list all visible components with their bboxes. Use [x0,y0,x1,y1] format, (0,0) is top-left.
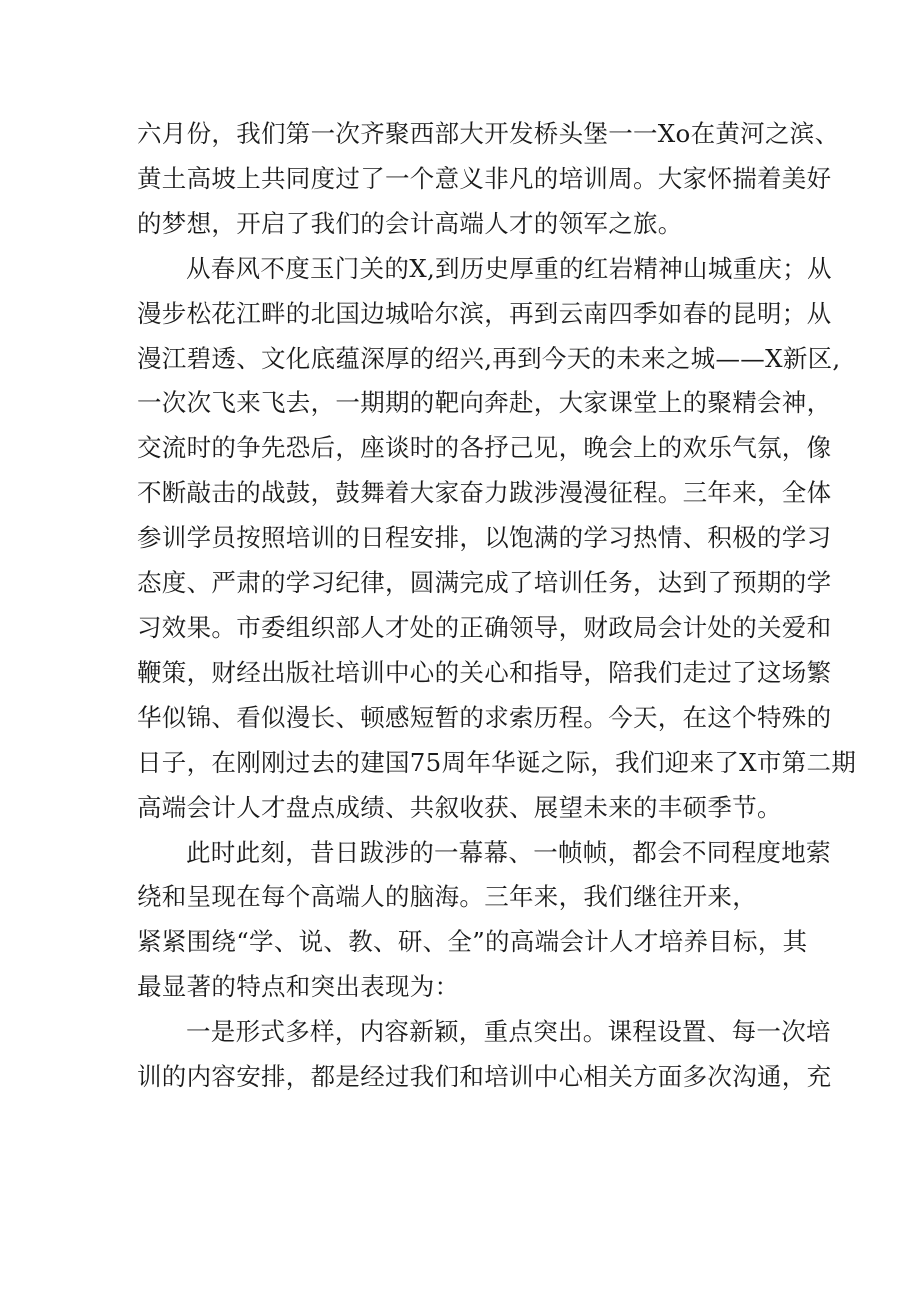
text-line: 训的内容安排，都是经过我们和培训中心相关方面多次沟通，充 [137,1062,832,1092]
text-line: 华似锦、看似漫长、顿感短暂的求索历程。今天，在这个特殊的 [137,702,832,732]
document-body [137,112,857,1100]
text-line: 紧紧围绕“学、说、教、研、全”的高端会计人才培养目标，其 [137,927,808,957]
text-line: 一是形式多样，内容新颖，重点突出。课程设置、每一次培 [186,1017,831,1047]
text-line: 日子，在刚刚过去的建国75周年华诞之际，我们迎来了X市第二期 [137,747,857,777]
paragraph-4 [137,920,808,1010]
text-line: 一次次飞来飞去，一期期的靶向奔赴，大家课堂上的聚精会神， [137,388,832,418]
text-line: 习效果。市委组织部人才处的正确领导，财政局会计处的关爱和 [137,612,832,642]
text-line: 鞭策，财经出版社培训中心的关心和指导，陪我们走过了这场繁 [137,657,832,687]
paragraph-5 [137,1010,832,1100]
text-line: 此时此刻，昔日跋涉的一幕幕、一帧帧，都会不同程度地萦 [186,837,831,867]
text-line: 不断敲击的战鼓，鼓舞着大家奋力跋涉漫漫征程。三年来，全体 [137,478,832,508]
paragraph-3 [137,831,831,921]
text-line: 漫江碧透、文化底蕴深厚的绍兴,再到今天的未来之城——X新区, [137,343,841,373]
text-line: 漫步松花江畔的北国边城哈尔滨，再到云南四季如春的昆明；从 [137,298,832,328]
text-line: 态度、严肃的学习纪律，圆满完成了培训任务，达到了预期的学 [137,568,832,598]
text-line: 最显著的特点和突出表现为： [137,972,460,1002]
text-line: 高端会计人才盘点成绩、共叙收获、展望未来的丰硕季节。 [137,792,782,822]
text-line: 六月份，我们第一次齐聚西部大开发桥头堡一一Xo在黄河之滨、 [137,119,840,148]
text-line: 黄土高坡上共同度过了一个意义非凡的培训周。大家怀揣着美好 [137,163,832,193]
text-line: 从春风不度玉门关的X,到历史厚重的红岩精神山城重庆；从 [186,253,832,283]
text-line: 的梦想，开启了我们的会计高端人才的领军之旅。 [137,208,683,238]
paragraph-1 [137,112,840,247]
paragraph-2 [137,247,857,831]
text-line: 绕和呈现在每个高端人的脑海。三年来，我们继往开来， [137,882,757,912]
text-line: 交流时的争先恐后，座谈时的各抒己见，晚会上的欢乐气氛，像 [137,433,832,463]
text-line: 参训学员按照培训的日程安排，以饱满的学习热情、积极的学习 [137,523,832,553]
